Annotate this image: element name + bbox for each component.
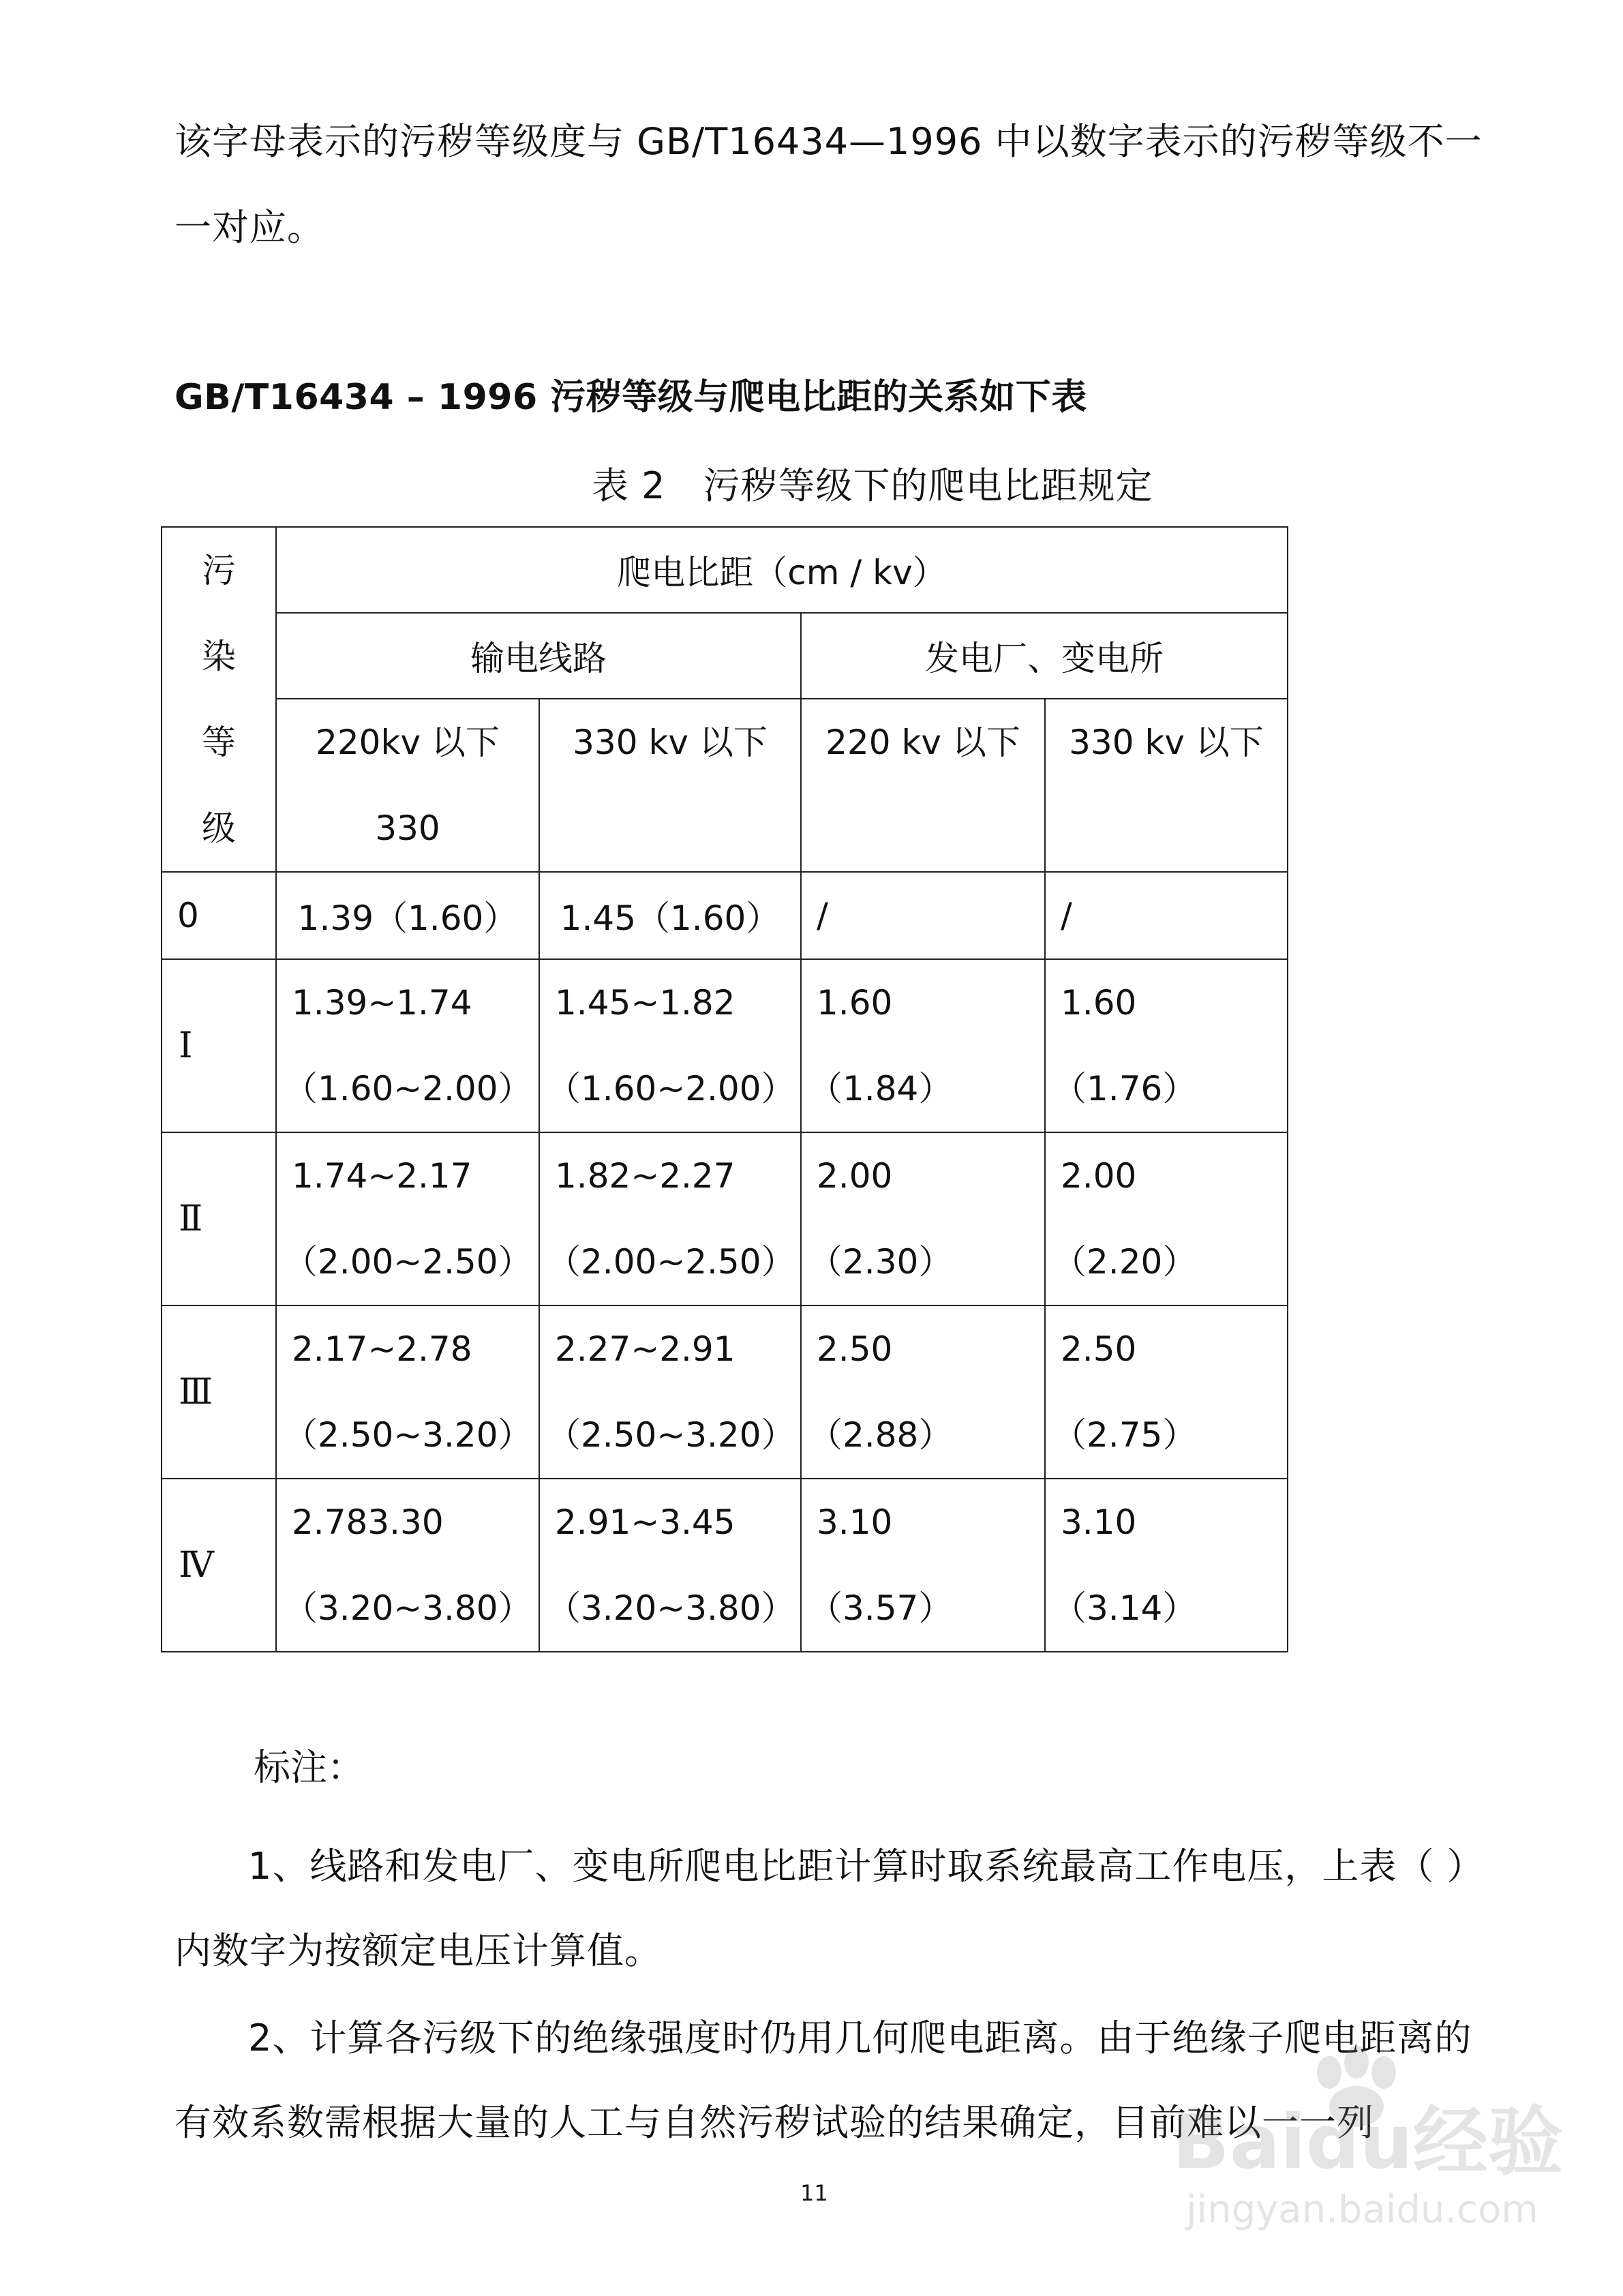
value-cell [801, 1132, 1045, 1305]
value-rated: （3.20~3.80） [284, 1588, 532, 1628]
value-main: 1.39~1.74 [292, 983, 472, 1023]
col-header-2 [539, 699, 801, 872]
value-cell [539, 1305, 801, 1479]
value-rated: （1.60~2.00） [547, 1069, 795, 1108]
value-cell: 1.39（1.60） [276, 872, 539, 959]
value-cell: / [1045, 872, 1288, 959]
table-heading: GB/T16434 – 1996 污秽等级与爬电比距的关系如下表 [175, 377, 1087, 418]
value-rated: （3.20~3.80） [547, 1588, 795, 1628]
group-plant-substation: 发电厂、变电所 [801, 613, 1288, 699]
value-main: 2.27~2.91 [555, 1329, 735, 1369]
notes-label: 标注： [254, 1746, 364, 1789]
note-1: 1、线路和发电厂、变电所爬电比距计算时取系统最高工作电压，上表（ ）内数字为按额定电压计算值。 [175, 1845, 1485, 1972]
value-rated: （2.75） [1052, 1415, 1197, 1455]
table-row [162, 872, 1288, 959]
value-cell [539, 1132, 801, 1305]
page-number: 11 [800, 2180, 828, 2206]
value-main: 3.10 [817, 1502, 893, 1542]
value-main: 2.17~2.78 [292, 1329, 472, 1369]
creepage-table [161, 526, 1288, 1652]
value-cell [801, 1305, 1045, 1479]
note-2: 2、计算各污级下的绝缘强度时仍用几何爬电距离。由于绝缘子爬电距离的有效系数需根据大量的人工与自然污秽试验的结果确定，目前难以一一列 [175, 2016, 1472, 2144]
value-rated: （2.00~2.50） [547, 1242, 795, 1282]
intro-line-2: 一对应。 [175, 206, 324, 249]
col-header-3 [801, 699, 1045, 872]
group-transmission-line: 输电线路 [276, 613, 801, 699]
value-main: 2.50 [817, 1329, 893, 1369]
baidu-watermark-logo [1159, 2031, 1595, 2236]
value-cell [1045, 1479, 1288, 1652]
ratio-header: 爬电比距（cm / kv） [276, 527, 1288, 613]
value-rated: （2.20） [1052, 1242, 1197, 1282]
grade-cell: Ⅲ [162, 1305, 276, 1479]
grade-cell: Ⅳ [162, 1479, 276, 1652]
watermark-url: jingyan.baidu.com [1186, 2188, 1538, 2232]
value-rated: （2.00~2.50） [284, 1242, 532, 1282]
value-main: 2.91~3.45 [555, 1502, 735, 1542]
value-rated: （3.14） [1052, 1588, 1197, 1628]
intro-line-1: 该字母表示的污秽等级度与 GB/T16434—1996 中以数字表示的污秽等级不一 [175, 120, 1483, 163]
value-cell [1045, 959, 1288, 1132]
col-header-4 [1045, 699, 1288, 872]
table-row [162, 1479, 1288, 1652]
value-rated: （1.60~2.00） [284, 1069, 532, 1108]
value-cell [1045, 1305, 1288, 1479]
col-header-1-line-1: 220kv 以下 [316, 723, 500, 762]
table-caption: 表 2 污秽等级下的爬电比距规定 [592, 464, 1153, 507]
value-cell: / [801, 872, 1045, 959]
value-cell [276, 1132, 539, 1305]
value-cell [539, 959, 801, 1132]
value-main: 3.10 [1061, 1502, 1137, 1542]
table-row [162, 1305, 1288, 1479]
col-header-1-line-2: 330 [375, 809, 440, 848]
grade-header-cell [162, 527, 276, 872]
value-rated: （3.57） [808, 1588, 953, 1628]
value-rated: （1.84） [808, 1069, 953, 1108]
value-cell: 1.45（1.60） [539, 872, 801, 959]
col-header-3-text: 220 kv 以下 [825, 723, 1020, 762]
grade-cell: Ⅰ [162, 959, 276, 1132]
value-rated: （1.76） [1052, 1069, 1197, 1108]
value-rated: （2.50~3.20） [284, 1415, 532, 1455]
value-main: 1.60 [1061, 983, 1137, 1023]
value-main: 2.00 [817, 1156, 893, 1196]
col-header-2-text: 330 kv 以下 [573, 723, 768, 762]
col-header-1 [276, 699, 539, 872]
value-cell [276, 1305, 539, 1479]
value-main: 2.783.30 [292, 1502, 444, 1542]
value-cell [276, 1479, 539, 1652]
grade-cell: 0 [162, 872, 276, 959]
value-main: 2.00 [1061, 1156, 1137, 1196]
value-rated: （2.30） [808, 1242, 953, 1282]
value-main: 2.50 [1061, 1329, 1137, 1369]
grade-cell: Ⅱ [162, 1132, 276, 1305]
value-main: 1.45~1.82 [555, 983, 735, 1023]
col-header-4-text: 330 kv 以下 [1069, 723, 1264, 762]
value-main: 1.60 [817, 983, 893, 1023]
value-cell [276, 959, 539, 1132]
table-row [162, 1132, 1288, 1305]
value-rated: （2.50~3.20） [547, 1415, 795, 1455]
value-main: 1.74~2.17 [292, 1156, 472, 1196]
watermark-brand: Baidu经验 [1172, 2098, 1563, 2186]
value-cell [1045, 1132, 1288, 1305]
value-cell [801, 959, 1045, 1132]
value-rated: （2.88） [808, 1415, 953, 1455]
table-row [162, 959, 1288, 1132]
value-cell [801, 1479, 1045, 1652]
grade-header: 污染等级 [202, 551, 236, 848]
value-main: 1.82~2.27 [555, 1156, 735, 1196]
value-cell [539, 1479, 801, 1652]
